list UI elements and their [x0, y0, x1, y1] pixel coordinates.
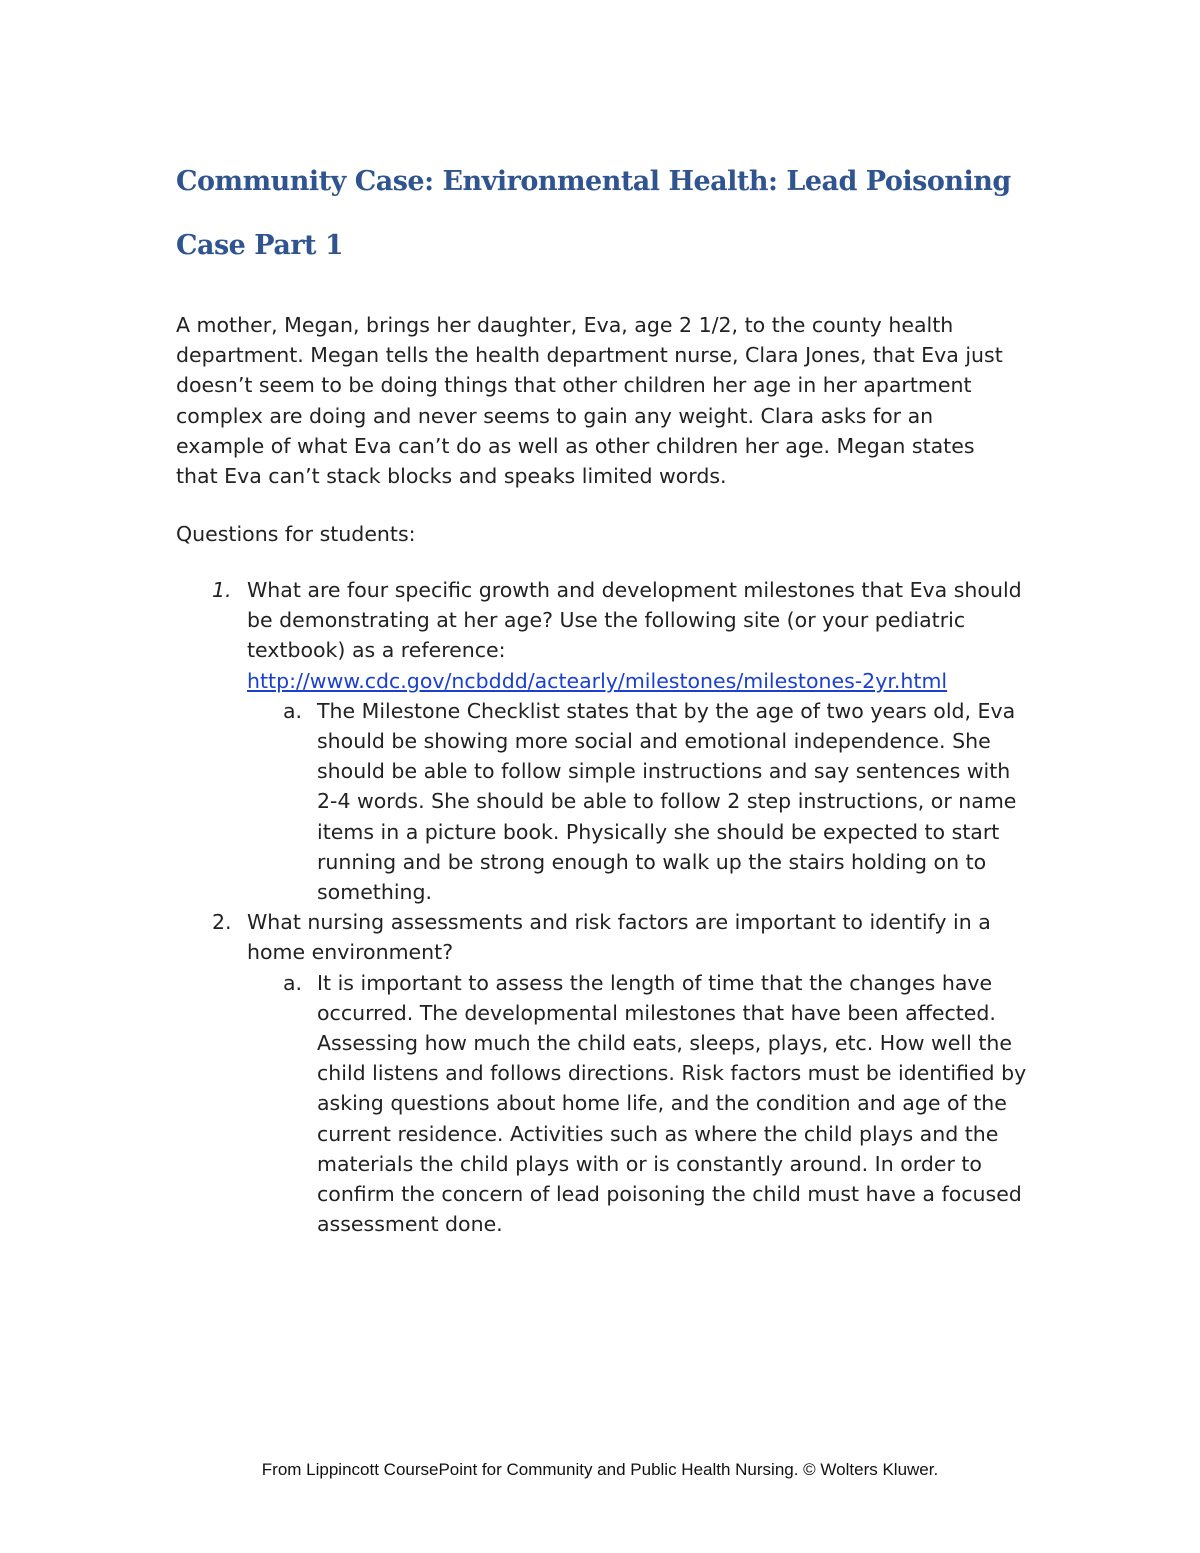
answer-letter: a. — [283, 970, 303, 995]
question-item — [176, 575, 1036, 696]
answer-text: It is important to assess the length of time that the changes have occurred. The developmental milestones that have been affected. Assessing how much the child eats, sleeps, plays, etc. How well the child listens and follows directions. Risk factors must be identified by asking questions about home life, and the condition and age of the current residence. Activities such as where the child plays and the materials the child plays with or is constantly around. In order to confirm the concern of lead poisoning the child must have a focused assessment done. — [317, 970, 1027, 1237]
page-footer: From Lippincott CoursePoint for Community and Public Health Nursing. © Wolters Kluwer. — [261, 1460, 939, 1479]
questions-list — [176, 575, 1036, 1239]
question-text: What are four specific growth and development milestones that Eva should be demonstrating at her age? Use the following site (or your pediatric textbook) as a reference: — [247, 578, 1022, 663]
document-title: Community Case: Environmental Health: Lead Poisoning — [176, 166, 1011, 197]
case-part-heading: Case Part 1 — [176, 230, 344, 261]
answer-text: The Milestone Checklist states that by the age of two years old, Eva should be showing more social and emotional independence. She should be able to follow simple instructions and say sentences with 2-4 words. She should be able to follow 2 step instructions, or name items in a picture book. Physically she should be expected to start running and be strong enough to walk up the stairs holding on to something. — [317, 698, 1017, 905]
questions-label: Questions for students: — [176, 522, 416, 546]
question-item — [176, 907, 1036, 967]
question-text: What nursing assessments and risk factors are important to identify in a home environment? — [247, 910, 991, 965]
cdc-milestones-link[interactable]: http://www.cdc.gov/ncbddd/actearly/milestones/milestones-2yr.html — [247, 668, 948, 693]
case-intro-paragraph: A mother, Megan, brings her daughter, Eva, age 2 1/2, to the county health department. Megan tells the health department nurse, Clara Jones, that Eva just doesn’t seem to be doing things that other children her age in her apartment complex are doing and never seems to gain any weight. Clara asks for an example of what Eva can’t do as well as other children her age. Megan states that Eva can’t stack blocks and speaks limited words. — [176, 313, 1003, 489]
question-number: 1. — [212, 578, 232, 602]
answer-letter: a. — [283, 698, 303, 723]
question-number: 2. — [212, 910, 232, 935]
answer-item — [247, 696, 1036, 907]
answer-item — [247, 968, 1036, 1240]
